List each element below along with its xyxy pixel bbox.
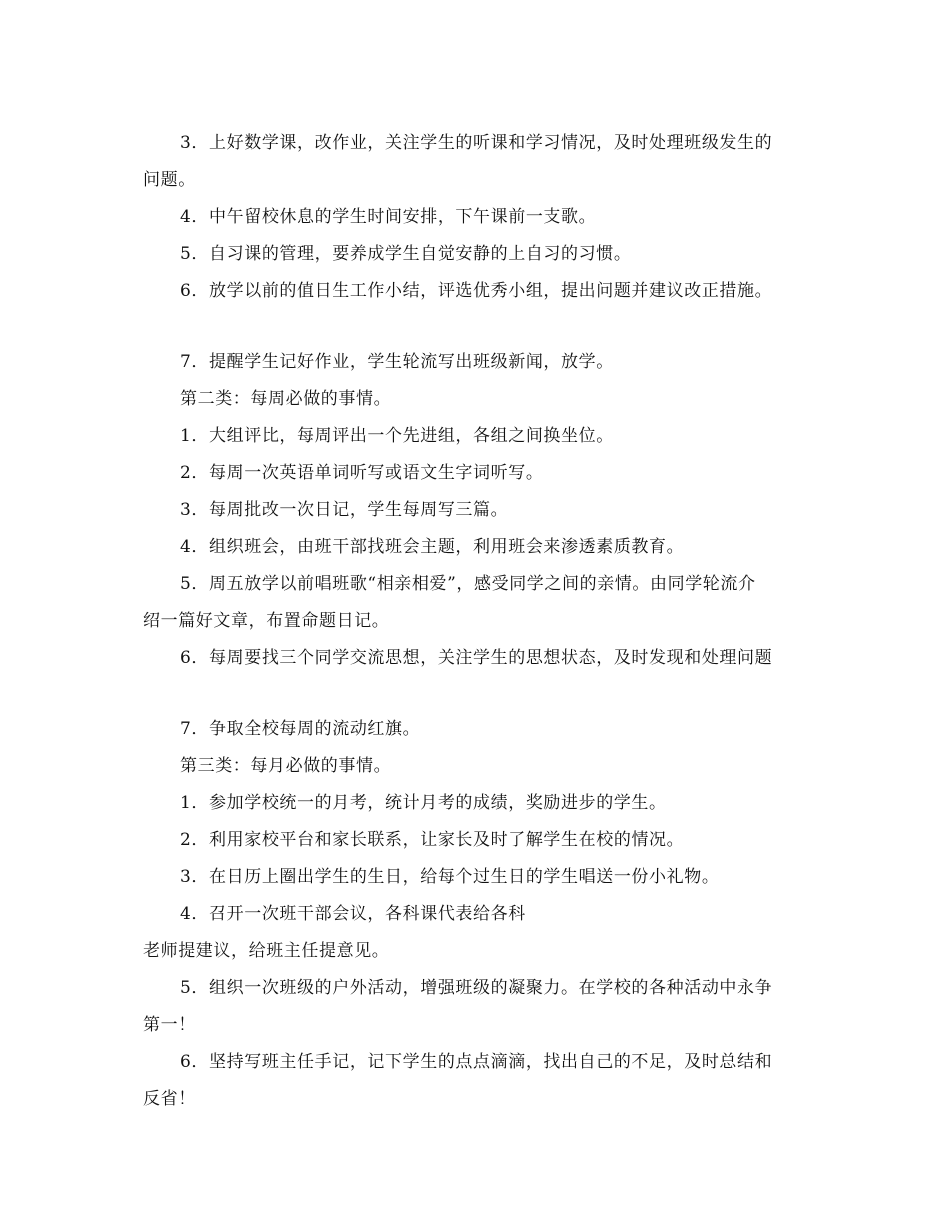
text-line: 3．上好数学课，改作业，关注学生的听课和学习情况，及时处理班级发生的	[180, 133, 773, 153]
text-line: 6．放学以前的值日生工作小结，评选优秀小组，提出问题并建议改正措施。	[180, 281, 773, 301]
text-line: 4．组织班会，由班干部找班会主题，利用班会来渗透素质教育。	[180, 537, 685, 557]
text-line: 3．在日历上圈出学生的生日，给每个过生日的学生唱送一份小礼物。	[180, 867, 720, 887]
section-heading: 第二类：每周必做的事情。	[180, 389, 392, 409]
text-line: 4．中午留校休息的学生时间安排，下午课前一支歌。	[180, 207, 597, 227]
text-line: 5．自习课的管理，要养成学生自觉安静的上自习的习惯。	[180, 244, 632, 264]
text-line: 5．周五放学以前唱班歌“相亲相爱”，感受同学之间的亲情。由同学轮流介	[180, 574, 756, 594]
text-line: 6．坚持写班主任手记，记下学生的点点滴滴，找出自己的不足，及时总结和	[180, 1052, 773, 1072]
section-heading: 第三类：每月必做的事情。	[180, 756, 392, 776]
text-line: 6．每周要找三个同学交流思想，关注学生的思想状态，及时发现和处理问题	[180, 648, 773, 668]
text-line: 7．提醒学生记好作业，学生轮流写出班级新闻，放学。	[180, 352, 614, 372]
text-line: 第一！	[143, 1015, 196, 1035]
text-line: 5．组织一次班级的户外活动，增强班级的凝聚力。在学校的各种活动中永争	[180, 978, 773, 998]
text-line: 4．召开一次班干部会议，各科课代表给各科	[180, 904, 526, 924]
text-line: 问题。	[143, 170, 196, 190]
text-line: 1．参加学校统一的月考，统计月考的成绩，奖励进步的学生。	[180, 793, 667, 813]
text-line: 绍一篇好文章，布置命题日记。	[143, 611, 390, 631]
text-line: 反省！	[143, 1089, 196, 1109]
text-line: 老师提建议，给班主任提意见。	[143, 941, 390, 961]
text-line: 7．争取全校每周的流动红旗。	[180, 719, 421, 739]
text-line: 2．利用家校平台和家长联系，让家长及时了解学生在校的情况。	[180, 830, 685, 850]
text-line: 3．每周批改一次日记，学生每周写三篇。	[180, 500, 509, 520]
text-line: 1．大组评比，每周评出一个先进组，各组之间换坐位。	[180, 426, 614, 446]
text-line: 2．每周一次英语单词听写或语文生字词听写。	[180, 463, 544, 483]
